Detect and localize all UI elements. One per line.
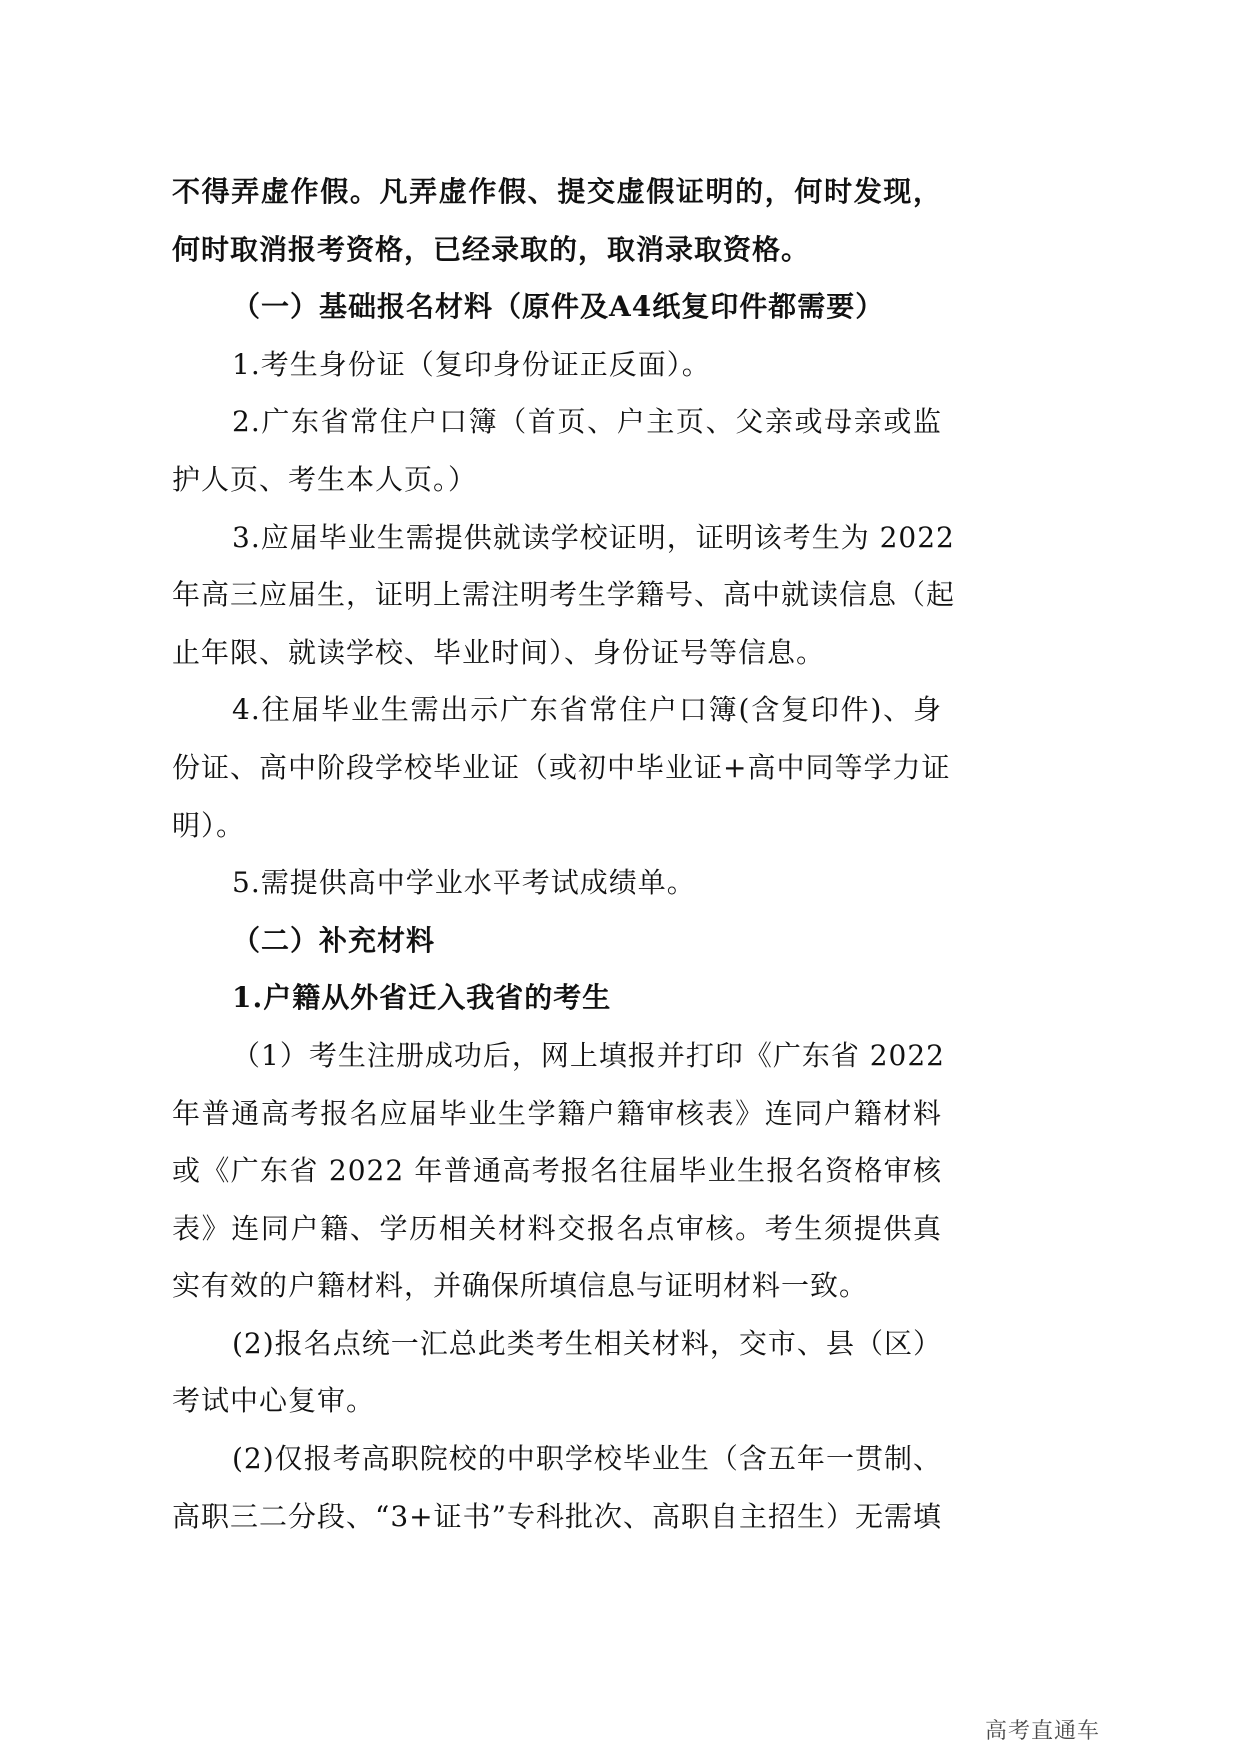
list-item-line: 年高三应届生，证明上需注明考生学籍号、高中就读信息（起 bbox=[172, 578, 956, 612]
paragraph-line: 不得弄虚作假。凡弄虚作假、提交虚假证明的，何时发现， bbox=[172, 175, 942, 208]
list-item-line: 1.考生身份证（复印身份证正反面）。 bbox=[232, 347, 711, 381]
paragraph-line: 高职三二分段、“3+证书”专科批次、高职自主招生）无需填 bbox=[172, 1499, 942, 1533]
paragraph-line: 年普通高考报名应届毕业生学籍户籍审核表》连同户籍材料 bbox=[172, 1096, 942, 1130]
list-item-line: 止年限、就读学校、毕业时间）、身份证号等信息。 bbox=[172, 635, 826, 669]
paragraph-line: (2)仅报考高职院校的中职学校毕业生（含五年一贯制、 bbox=[232, 1442, 942, 1476]
list-item-line: 5.需提供高中学业水平考试成绩单。 bbox=[232, 866, 696, 900]
paragraph-line: 考试中心复审。 bbox=[172, 1384, 376, 1418]
list-item-line: 2.广东省常住户口簿（首页、户主页、父亲或母亲或监 bbox=[232, 405, 942, 439]
document-body bbox=[172, 163, 956, 1545]
list-item-line: 护人页、考生本人页。） bbox=[172, 462, 478, 496]
paragraph-line: (2)报名点统一汇总此类考生相关材料，交市、县（区） bbox=[232, 1326, 942, 1360]
list-item-line: 3.应届毕业生需提供就读学校证明，证明该考生为 2022 bbox=[232, 520, 955, 554]
list-item-line: 明）。 bbox=[172, 808, 246, 842]
paragraph-line: 或《广东省 2022 年普通高考报名往届毕业生报名资格审核 bbox=[172, 1154, 942, 1188]
section-heading-supplementary-materials: （二）补充材料 bbox=[232, 923, 436, 957]
subsection-heading: 1.户籍从外省迁入我省的考生 bbox=[232, 981, 612, 1015]
paragraph-line: （1）考生注册成功后，网上填报并打印《广东省 2022 bbox=[232, 1038, 945, 1072]
paragraph-line: 何时取消报考资格，已经录取的，取消录取资格。 bbox=[172, 232, 811, 266]
list-item-line: 4.往届毕业生需出示广东省常住户口簿(含复印件)、身 bbox=[232, 693, 942, 727]
paragraph-line: 实有效的户籍材料，并确保所填信息与证明材料一致。 bbox=[172, 1269, 869, 1303]
paragraph-line: 表》连同户籍、学历相关材料交报名点审核。考生须提供真 bbox=[172, 1211, 942, 1245]
list-item-line: 份证、高中阶段学校毕业证（或初中毕业证+高中同等学力证 bbox=[172, 750, 951, 784]
section-heading-basic-materials: （一）基础报名材料（原件及A4纸复印件都需要） bbox=[232, 290, 885, 324]
watermark-text: 高考直通车 bbox=[985, 1719, 1101, 1744]
